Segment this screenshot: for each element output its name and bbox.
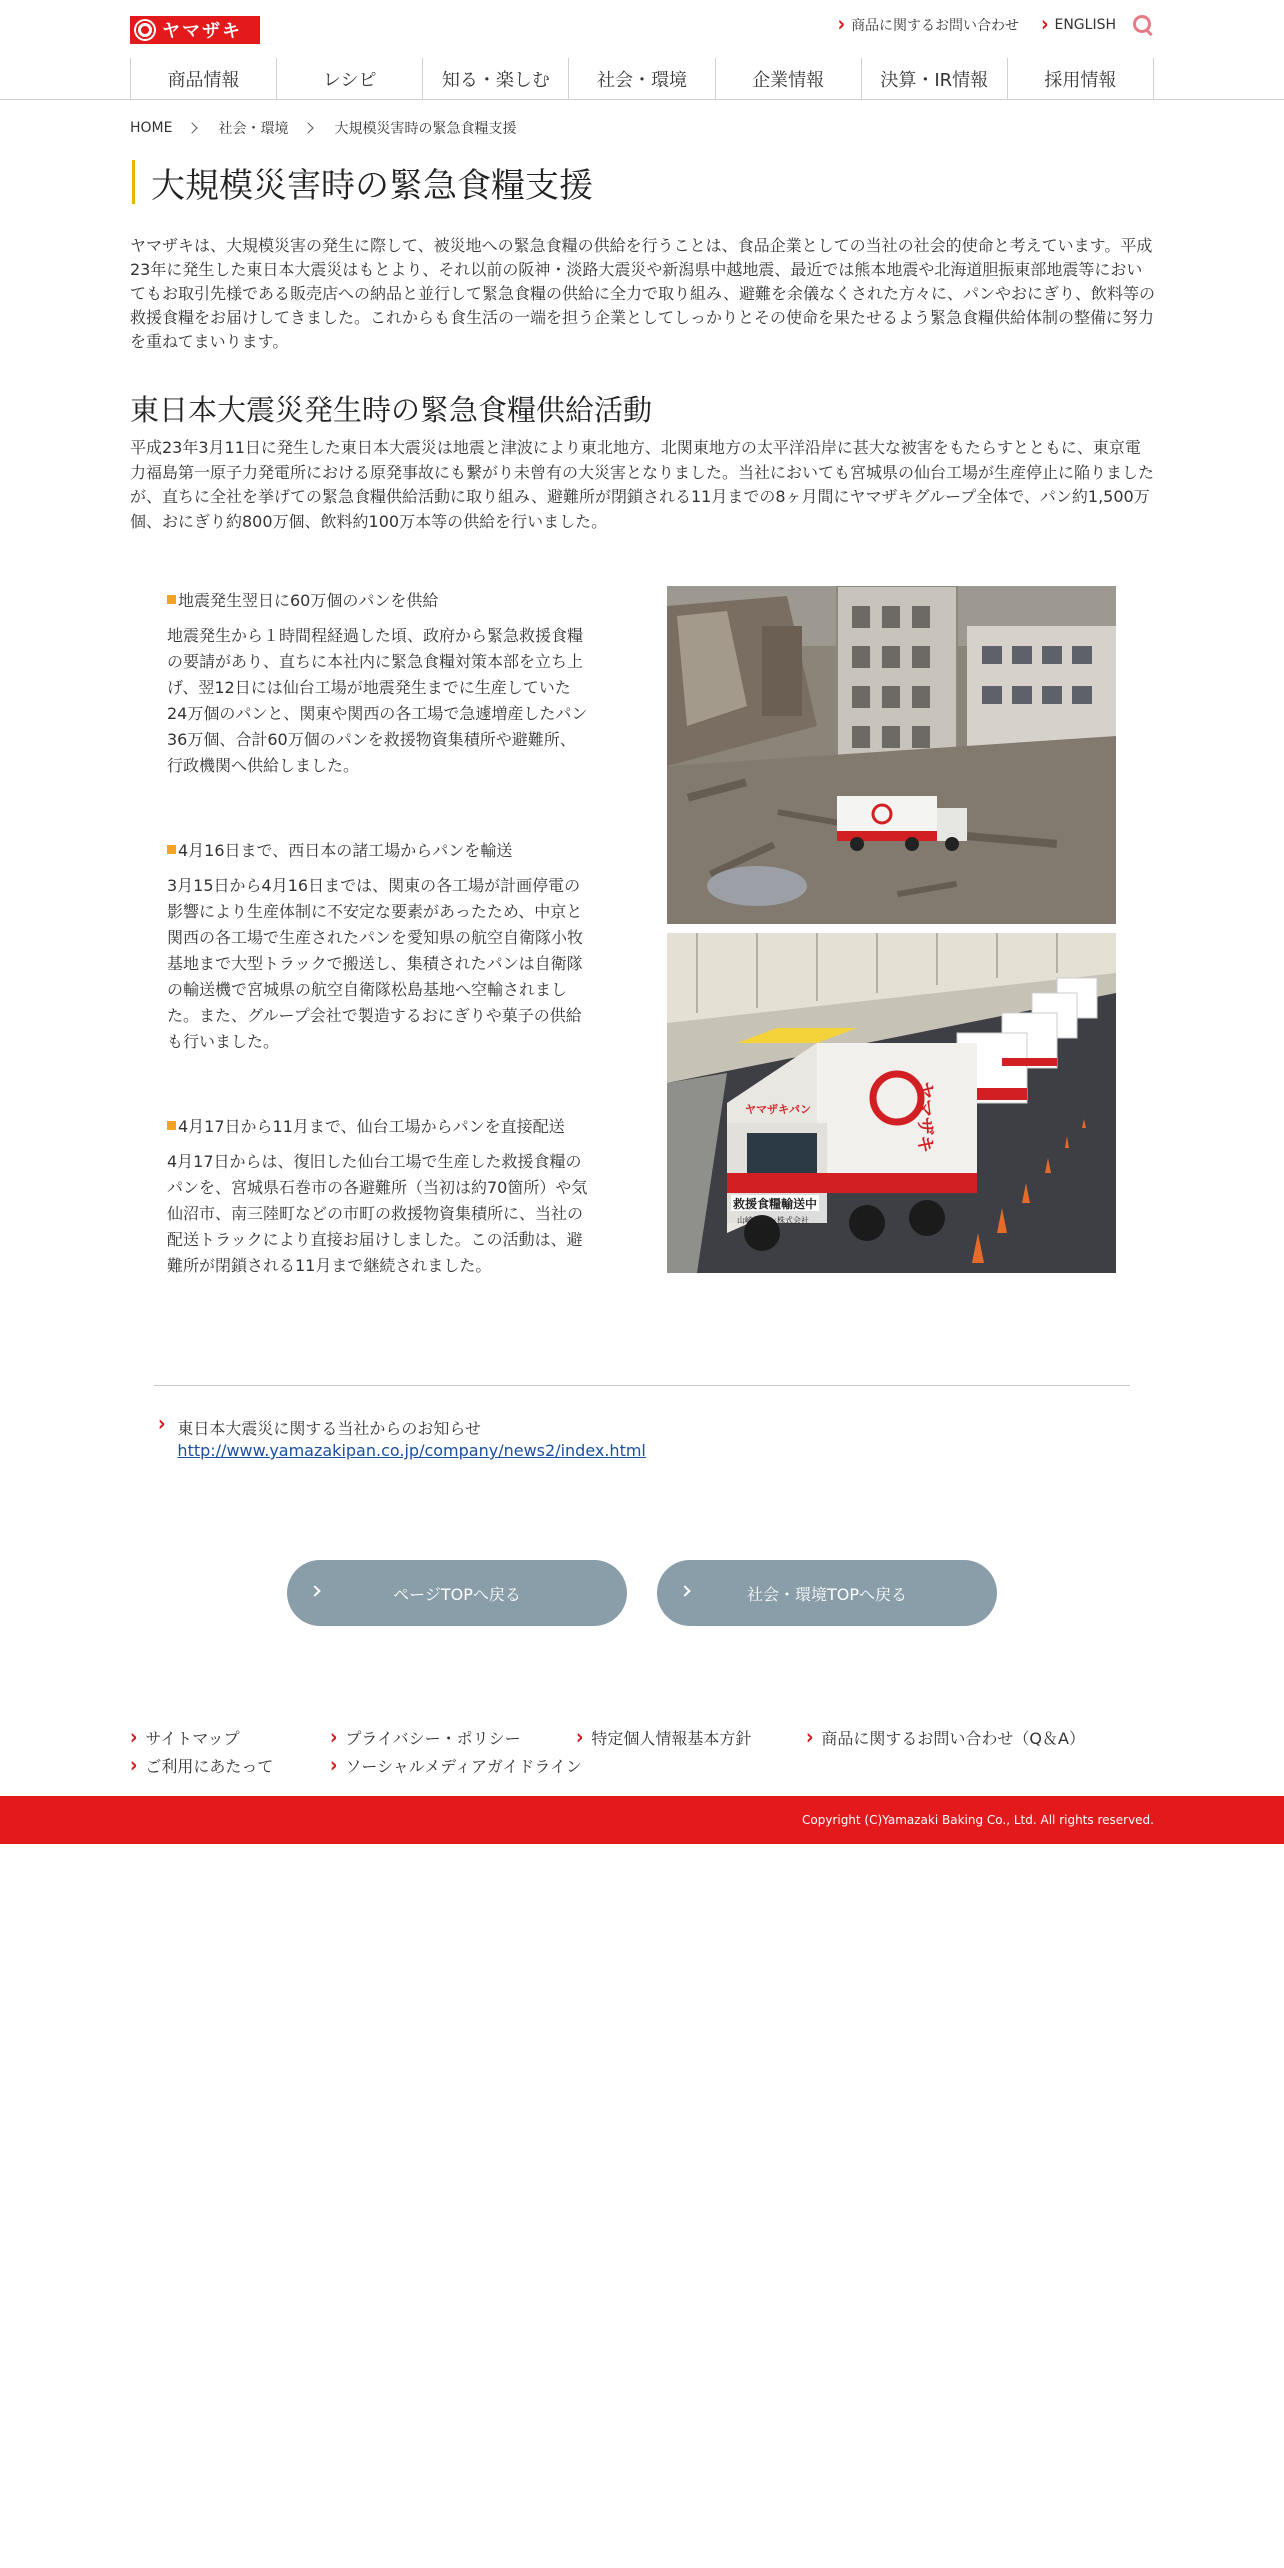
truck-company-sign: 山崎製パン株式会社 — [737, 1216, 809, 1225]
topic-body: 4月17日からは、復旧した仙台工場で生産した救援食糧のパンを、宮城県石巻市の各避難所（当初は約70箇所）や気仙沼市、南三陸町などの市町の救援物資集積所に、当社の配送トラックにより直接お届けしました。この活動は、避難所が閉鎖される11月まで継続されました。 — [167, 1152, 588, 1275]
topic-body: 地震発生から１時間程経過した頃、政府から緊急救援食糧の要請があり、直ちに本社内に緊急食糧対策本部を立ち上げ、翌12日には仙台工場が地震発生までに生産していた24万個のパンと、関東や関西の各工場で急遽増産したパン36万個、合計60万個のパンを救援物資集積所や避難所、行政機関へ供給しました。 — [167, 626, 588, 775]
truck-relief-sign: 救援食糧輸送中 — [733, 1197, 818, 1211]
english-label: ENGLISH — [1054, 17, 1116, 33]
footer-link-personal-info-policy[interactable] — [576, 1726, 751, 1749]
chevron-right-icon: › — [158, 1411, 166, 1437]
topic-heading — [167, 1114, 589, 1137]
nav-item-learn-enjoy[interactable]: 知る・楽しむ — [422, 58, 568, 99]
notice-title: 東日本大震災に関する当社からのお知らせ — [177, 1419, 481, 1438]
back-to-society-top-label: 社会・環境TOPへ戻る — [746, 1584, 908, 1604]
chevron-right-icon: › — [837, 11, 846, 37]
yamazaki-logo[interactable] — [130, 16, 260, 44]
section-title: 東日本大震災発生時の緊急食糧供給活動 — [130, 393, 653, 427]
square-bullet-icon — [167, 1121, 176, 1130]
nav-item-corporate-info[interactable]: 企業情報 — [715, 58, 861, 99]
footer-link-label: サイトマップ — [145, 1729, 240, 1748]
nav-item-society-environment[interactable]: 社会・環境 — [568, 58, 714, 99]
square-bullet-icon — [167, 845, 176, 854]
chevron-right-icon — [309, 1585, 320, 1596]
truck-brand-lettering: ヤマザキパン — [745, 1103, 811, 1116]
truck-logo-lettering: ヤマザキ — [914, 1081, 935, 1153]
footer-link-label: ソーシャルメディアガイドライン — [345, 1757, 582, 1776]
chevron-right-icon: › — [576, 1724, 584, 1750]
logo-text: ヤマザキ — [162, 21, 242, 42]
footer-link-product-faq[interactable] — [806, 1726, 1085, 1749]
footer-link-sitemap[interactable] — [130, 1726, 240, 1749]
earthquake-notice-link — [158, 1411, 646, 1462]
notice-url-link[interactable]: http://www.yamazakipan.co.jp/company/news2/index.html — [177, 1441, 646, 1460]
yamazaki-logo-mark-icon — [134, 19, 156, 41]
breadcrumb-current: 大規模災害時の緊急食糧支援 — [334, 121, 517, 137]
footer-link-label: プライバシー・ポリシー — [345, 1729, 521, 1748]
chevron-right-icon: › — [330, 1724, 338, 1750]
intro-text: ヤマザキは、大規模災害の発生に際して、被災地への緊急食糧の供給を行うことは、食品企業としての当社の社会的使命と考えています。平成23年に発生した東日本大震災はもとより、それ以前の阪神・淡路大震災や新潟県中越地震、最近では熊本地震や北海道胆振東部地震等においてもお取引先様である販売店への納品と並行して緊急食糧の供給に全力で取り組み、避難を余儀なくされた方々に、パンやおにぎり、飲料等の救援食糧をお届けしてきました。これからも食生活の一端を担う企業としてしっかりとその使命を果たせるよう緊急食糧供給体制の整備に努力を重ねてまいります。 — [130, 236, 1155, 351]
breadcrumb-home[interactable]: HOME — [130, 120, 173, 136]
header-utility-links — [837, 11, 1154, 37]
nav-item-products[interactable]: 商品情報 — [130, 58, 276, 99]
topic-body: 3月15日から4月16日までは、関東の各工場が計画停電の影響により生産体制に不安定な要素があったため、中京と関西の各工場で生産されたパンを愛知県の航空自衛隊小牧基地まで大型トラックで搬送し、集積されたパンは自衛隊の輸送機で宮城県の航空自衛隊松島基地へ空輸されました。また、グループ会社で製造するおにぎりや菓子の供給も行いました。 — [167, 876, 584, 1051]
back-to-society-top-button[interactable] — [657, 1560, 997, 1626]
footer-link-terms-of-use[interactable] — [130, 1754, 273, 1777]
chevron-right-icon: › — [1041, 11, 1049, 37]
chevron-right-icon — [303, 122, 314, 133]
nav-item-recipes[interactable]: レシピ — [276, 58, 422, 99]
chevron-right-icon: › — [806, 1724, 814, 1750]
english-link[interactable] — [1041, 11, 1116, 37]
nav-item-recruit[interactable]: 採用情報 — [1007, 58, 1154, 99]
footer-link-social-media-guideline[interactable] — [330, 1754, 582, 1777]
global-nav — [0, 58, 1284, 100]
topic-block — [167, 838, 589, 1055]
footer-link-label: ご利用にあたって — [145, 1757, 274, 1776]
topic-heading-text: 4月17日から11月まで、仙台工場からパンを直接配送 — [178, 1117, 565, 1136]
photo-disaster-area — [667, 586, 1116, 924]
breadcrumb-society-environment[interactable]: 社会・環境 — [218, 121, 289, 137]
back-to-page-top-button[interactable] — [287, 1560, 627, 1626]
footer-link-label: 商品に関するお問い合わせ（Q＆A） — [821, 1729, 1085, 1748]
page-title: 大規模災害時の緊急食糧支援 — [132, 160, 593, 204]
topic-heading — [167, 838, 589, 861]
topic-heading-text: 4月16日まで、西日本の諸工場からパンを輸送 — [178, 841, 513, 860]
chevron-right-icon: › — [330, 1752, 338, 1778]
chevron-right-icon — [187, 122, 198, 133]
nav-item-ir-info[interactable]: 決算・IR情報 — [861, 58, 1007, 99]
section-divider — [154, 1385, 1130, 1386]
topic-heading-text: 地震発生翌日に60万個のパンを供給 — [178, 591, 439, 610]
back-to-page-top-label: ページTOPへ戻る — [393, 1584, 521, 1604]
footer-link-privacy-policy[interactable] — [330, 1726, 521, 1749]
breadcrumb — [130, 118, 516, 138]
topic-heading — [167, 588, 589, 611]
chevron-right-icon — [679, 1585, 690, 1596]
section-text: 平成23年3月11日に発生した東日本大震災は地震と津波により東北地方、北関東地方の太平洋沿岸に甚大な被害をもたらすとともに、東京電力福島第一原子力発電所における原発事故にも繋がり未曾有の大災害となりました。当社においても宮城県の仙台工場が生産停止に陥りましたが、直ちに全社を挙げての緊急食糧供給活動に取り組み、避難所が閉鎖される11月までの8ヶ月間にヤマザキグループ全体で、パン約1,500万個、おにぎり約800万個、飲料約100万本等の供給を行いました。 — [130, 438, 1155, 531]
product-inquiry-label: 商品に関するお問い合わせ — [851, 18, 1020, 34]
footer-bar — [0, 1796, 1284, 1844]
photo-relief-truck-convoy — [667, 933, 1116, 1273]
chevron-right-icon: › — [130, 1724, 138, 1750]
copyright: Copyright (C)Yamazaki Baking Co., Ltd. All rights reserved. — [801, 1813, 1154, 1827]
topic-block — [167, 1114, 589, 1279]
chevron-right-icon: › — [130, 1752, 138, 1778]
search-icon[interactable] — [1132, 14, 1154, 36]
site-header — [0, 0, 1284, 56]
product-inquiry-link[interactable] — [837, 11, 1020, 37]
square-bullet-icon — [167, 595, 176, 604]
topic-block — [167, 588, 589, 779]
footer-link-label: 特定個人情報基本方針 — [591, 1729, 752, 1748]
